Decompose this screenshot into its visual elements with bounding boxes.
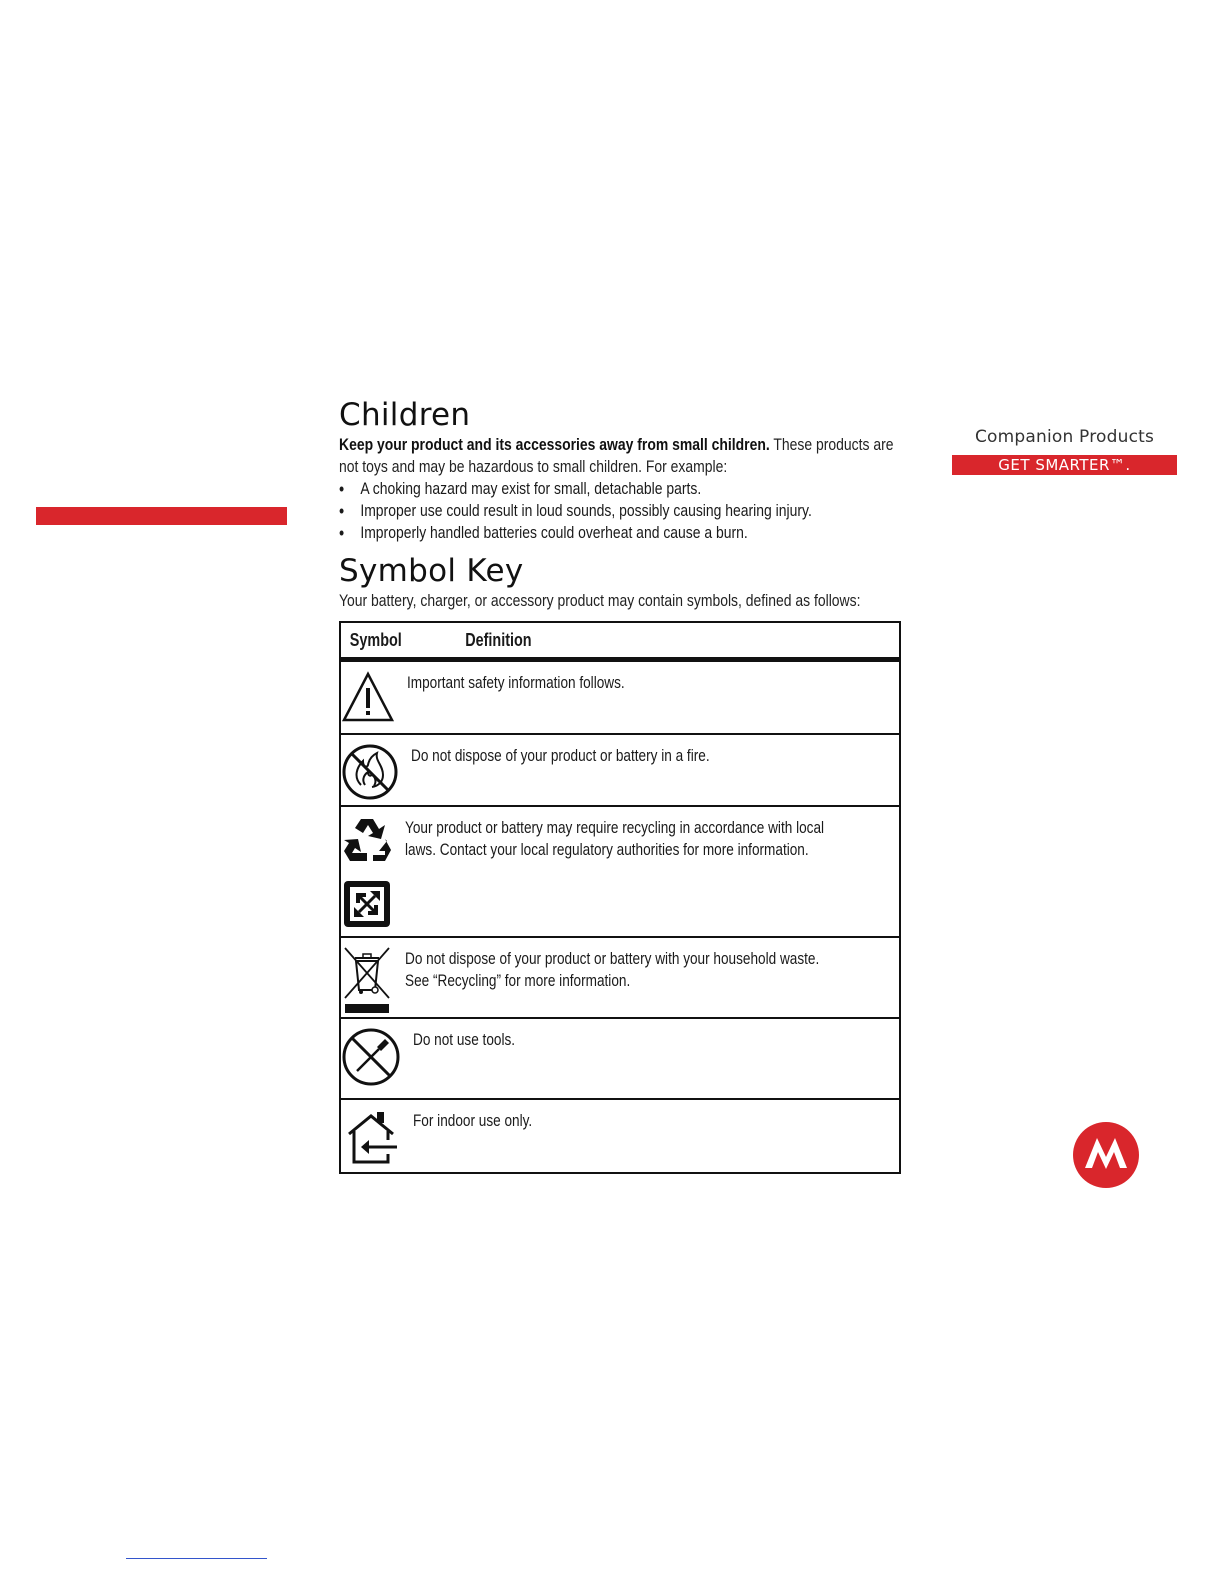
list-item: • Improper use could result in loud sounds, possibly causing hearing injury. — [339, 500, 905, 522]
brand-block — [952, 425, 1177, 475]
row-definition: Do not dispose of your product or battery in a fire. — [411, 746, 710, 765]
table-row — [341, 662, 899, 735]
table-header — [341, 623, 899, 662]
col-definition-header: Definition — [465, 630, 532, 650]
children-heading: Children — [339, 397, 471, 433]
no-fire-icon — [341, 743, 399, 801]
motorola-logo-icon — [1072, 1121, 1140, 1189]
children-bullet-list — [339, 478, 905, 544]
row-definition: Your product or battery may require recycling in accordance with local laws. Contact your local regulatory authorities for more information. — [405, 818, 825, 859]
footer-link-underline[interactable] — [126, 1558, 267, 1559]
indoor-use-icon — [341, 1110, 401, 1166]
main-content — [339, 396, 901, 612]
row-definition: Do not dispose of your product or battery with your household waste. See “Recycling” for more information. — [405, 949, 820, 990]
table-row — [341, 938, 899, 1019]
symbol-table — [339, 621, 901, 1174]
no-tools-icon — [341, 1027, 401, 1087]
table-row — [341, 1019, 899, 1100]
list-item: • Improperly handled batteries could overheat and cause a burn. — [339, 522, 905, 544]
warning-triangle-icon — [341, 670, 395, 724]
table-row — [341, 807, 899, 938]
col-symbol-header: Symbol — [349, 630, 402, 650]
children-intro-bold: Keep your product and its accessories away from small children. — [339, 435, 770, 454]
battery-recycle-icon — [342, 879, 392, 929]
brand-tagline: GET SMARTER™. — [952, 455, 1177, 475]
list-item: • A choking hazard may exist for small, detachable parts. — [339, 478, 905, 500]
table-row — [341, 1100, 899, 1172]
children-intro-rest: These products are not toys and may be hazardous to small children. For example: — [339, 435, 894, 476]
crossed-bin-icon — [341, 944, 393, 1014]
recycle-icon — [341, 815, 393, 865]
row-definition: Do not use tools. — [413, 1030, 516, 1049]
left-accent-bar — [36, 507, 287, 525]
row-definition: For indoor use only. — [413, 1111, 533, 1130]
symbol-key-intro: Your battery, charger, or accessory product may contain symbols, defined as follows: — [339, 591, 861, 610]
children-intro — [339, 434, 905, 478]
brand-title: Companion Products — [974, 427, 1155, 447]
table-row — [341, 735, 899, 807]
symbol-key-heading: Symbol Key — [339, 553, 524, 589]
row-definition: Important safety information follows. — [407, 673, 625, 692]
